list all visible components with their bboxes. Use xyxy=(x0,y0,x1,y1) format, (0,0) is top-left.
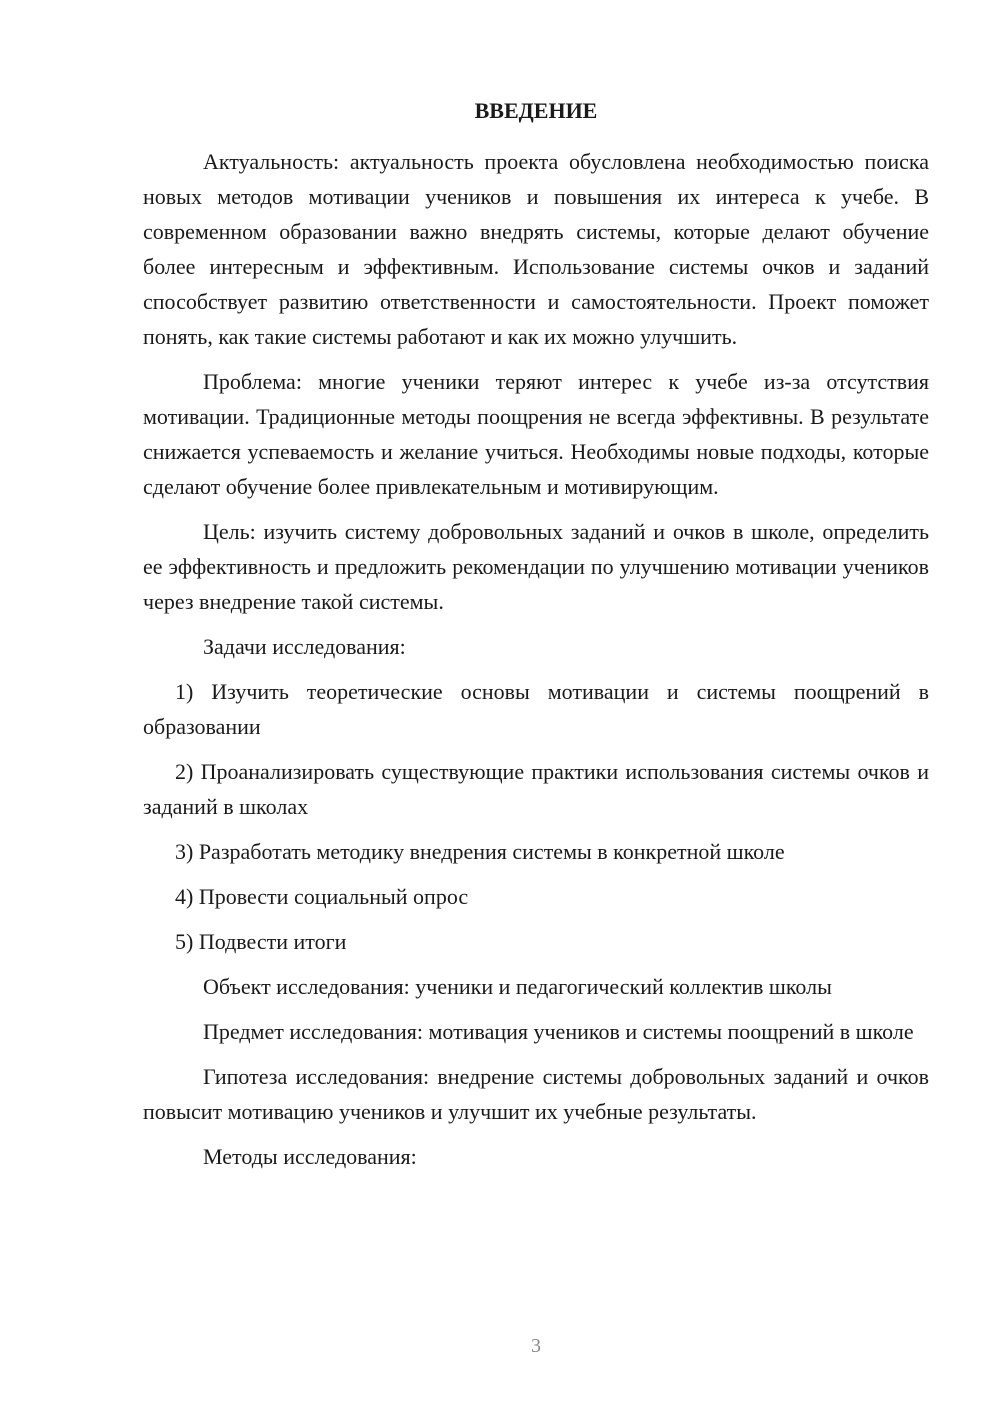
page-content xyxy=(143,96,929,1184)
paragraph-goal: Цель: изучить систему добровольных заданий и очков в школе, определить ее эффективность и предложить рекомендации по улучшению мотивации учеников через внедрение такой системы. xyxy=(143,519,929,614)
task-item-4: 4) Провести социальный опрос xyxy=(175,884,469,909)
paragraph-subject: Предмет исследования: мотивация учеников и системы поощрений в школе xyxy=(203,1019,914,1044)
task-item-2: 2) Проанализировать существующие практики использования системы очков и заданий в школах xyxy=(143,759,929,819)
paragraph-methods: Методы исследования: xyxy=(203,1144,417,1169)
task-item-3: 3) Разработать методику внедрения системы в конкретной школе xyxy=(175,839,785,864)
paragraph-object: Объект исследования: ученики и педагогический коллектив школы xyxy=(203,974,832,999)
paragraph-hypothesis: Гипотеза исследования: внедрение системы добровольных заданий и очков повысит мотивацию учеников и улучшит их учебные результаты. xyxy=(143,1064,929,1124)
section-title: ВВЕДЕНИЕ xyxy=(474,98,598,123)
page-number: 3 xyxy=(531,1335,541,1357)
paragraph-relevance: Актуальность: актуальность проекта обусловлена необходимостью поиска новых методов мотивации учеников и повышения их интереса к учебе. В современном образовании важно внедрять системы, которые делают обучение более интересным и эффективным. Использование системы очков и заданий способствует развитию ответственности и самостоятельности. Проект поможет понять, как такие системы работают и как их можно улучшить. xyxy=(143,149,929,349)
paragraph-problem: Проблема: многие ученики теряют интерес к учебе из-за отсутствия мотивации. Традиционные методы поощрения не всегда эффективны. В результате снижается успеваемость и желание учиться. Необходимы новые подходы, которые сделают обучение более привлекательным и мотивирующим. xyxy=(143,369,929,499)
task-item-1: 1) Изучить теоретические основы мотивации и системы поощрений в образовании xyxy=(143,679,929,739)
paragraph-tasks-heading: Задачи исследования: xyxy=(203,634,406,659)
task-item-5: 5) Подвести итоги xyxy=(175,929,347,954)
